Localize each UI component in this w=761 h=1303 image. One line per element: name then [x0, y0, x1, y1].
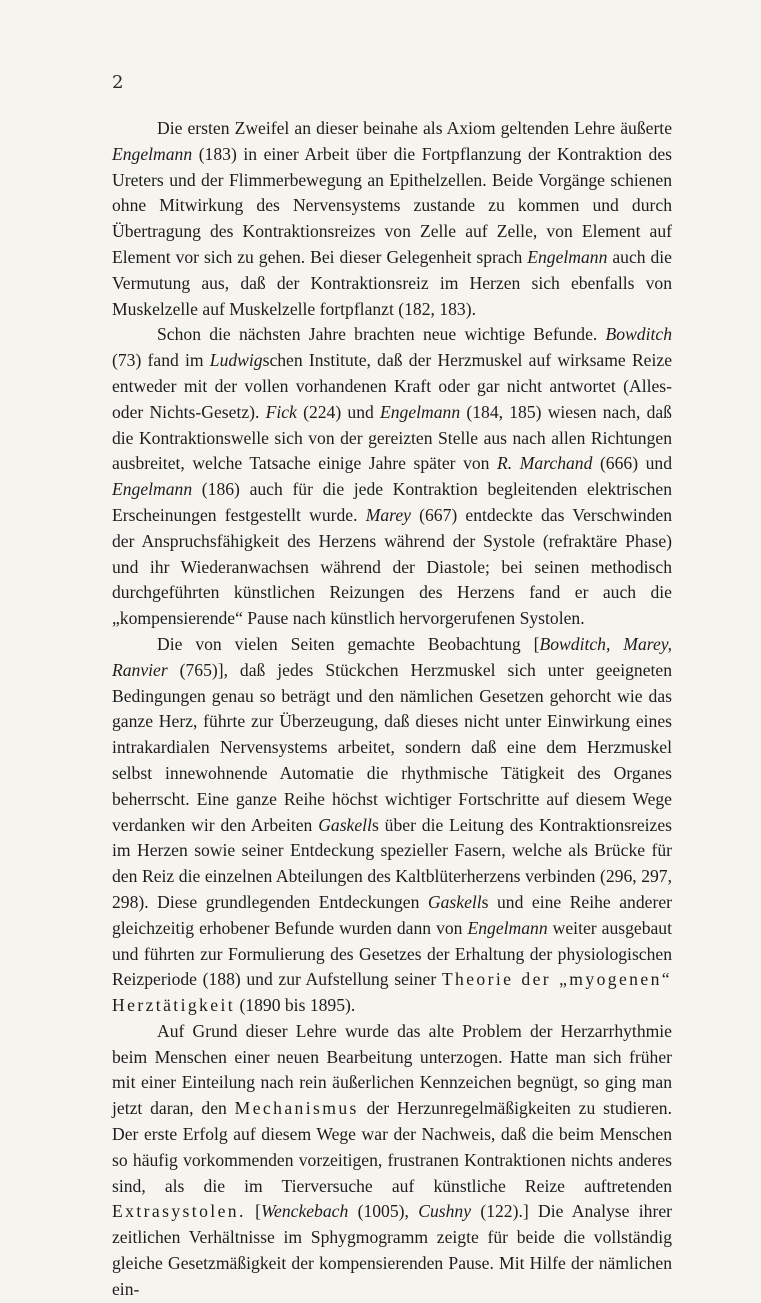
text-run: (184, 185) wiesen nach, daß die Kontraktionswelle sich von der gereizten Stelle aus nach allen Richtungen ausbreitet, welche Tatsache einige Jahre später von [112, 401, 672, 474]
author-name: Bowditch [605, 324, 672, 345]
body-text [112, 116, 672, 1303]
text-run: (183) in einer Arbeit über die Fortpflanzung der Kontraktion des Ureters und der Flimmerbewegung an Epithelzellen. Beide Vorgänge schienen ohne Mitwirkung des Nervensystems zustande zu kommen und durch Übertragung des Kontraktionsreizes von Zelle auf Zelle, von Element auf Element vor sich zu gehen. Bei dieser Gelegenheit sprach [112, 143, 672, 267]
emphasized-text: Theorie der „myogenen“ Herztätigkeit [112, 969, 672, 1016]
text-run: (1890 bis 1895). [235, 995, 356, 1016]
paragraph [112, 116, 672, 322]
author-name: R. Marchand [497, 453, 593, 474]
text-run: [ [245, 1201, 261, 1222]
paragraph [112, 322, 672, 632]
text-run: (73) fand im [112, 350, 210, 371]
text-run: weiter ausgebaut und führten zur Formulierung des Gesetzes der Erhaltung der physiologischen Reizperiode (188) und zur Aufstellung seiner [112, 917, 672, 990]
text-run: der Herzunregelmäßigkeiten zu studieren. Der erste Erfolg auf diesem Wege war der Nachweis, daß die beim Menschen so häufig vorkommenden vorzeitigen, frustranen Kontraktionen nichts anderes sind, als die im Tierversuche auf künstliche Reize auftretenden [112, 1098, 672, 1196]
text-run: (186) auch für die jede Kontraktion begleitenden elektrischen Erscheinungen festgestellt wurde. [112, 479, 672, 525]
author-name: Gaskell [427, 891, 482, 912]
text-run: (122).] Die Analyse ihrer zeitlichen Verhältnisse im Sphygmogramm zeigte für beide die vollständig gleiche Gesetzmäßigkeit der kompensierenden Pause. Mit Hilfe der nämlichen ein- [112, 1201, 672, 1299]
author-name: Bowditch, Marey, Ranvier [112, 633, 672, 680]
author-name: Engelmann [380, 401, 461, 422]
text-run: (1005), [348, 1201, 419, 1222]
text-run: (667) entdeckte das Verschwinden der Anspruchsfähigkeit des Herzens während der Systole (refraktäre Phase) und ihr Wiederanwachsen während der Diastole; bei seinen methodisch durchgeführten künstlichen Reizungen des Herzens fand er auch die „kompensierende“ Pause nach künstlich hervorgerufenen Systolen. [112, 504, 672, 629]
page-number: 2 [112, 72, 124, 93]
text-run: Schon die nächsten Jahre brachten neue wichtige Befunde. [157, 324, 606, 345]
author-name: Engelmann [112, 479, 193, 500]
emphasized-text: Extrasystolen. [112, 1201, 246, 1222]
author-name: Marey [365, 504, 411, 525]
author-name: Engelmann [527, 246, 608, 267]
text-run: (666) und [592, 453, 673, 474]
text-run: Die ersten Zweifel an dieser beinahe als Axiom geltenden Lehre äußerte [157, 118, 672, 138]
paragraph [112, 632, 672, 1019]
author-name: Engelmann [467, 917, 548, 938]
author-name: Engelmann [112, 143, 193, 164]
emphasized-text: Mechanismus [234, 1098, 359, 1119]
author-name: Fick [265, 401, 297, 422]
text-run: (765)], daß jedes Stückchen Herzmuskel sich unter geeigneten Bedingungen genau so beträgt und den nämlichen Gesetzen gehorcht wie das ganze Herz, führte zur Überzeugung, daß dieses nicht unter Einwirkung eines intrakardialen Nervensystems arbeitet, sondern daß eine dem Herzmuskel selbst innewohnende Automatie die rhythmische Tätigkeit des Organes beherrscht. Eine ganze Reihe höchst wichtiger Fortschritte auf diesem Wege verdanken wir den Arbeiten [112, 659, 672, 835]
author-name: Gaskell [318, 814, 372, 835]
text-run: auch die Vermutung aus, daß der Kontraktionsreiz im Herzen sich ebenfalls von Muskelzelle auf Muskelzelle fortpflanzt (182, 183). [112, 246, 672, 319]
text-run: Die von vielen Seiten gemachte Beobachtung [ [157, 633, 540, 654]
text-run: Auf Grund dieser Lehre wurde das alte Problem der Herzarrhythmie beim Menschen einer neuen Bearbeitung unterzogen. Hatte man sich früher mit einer Einteilung nach rein äußerlichen Kennzeichen begnügt, so ging man jetzt daran, den [112, 1020, 672, 1119]
text-run: schen Institute, daß der Herzmuskel auf wirksame Reize entweder mit der vollen vorhandenen Kraft oder gar nicht antwortet (Alles- oder Nichts-Gesetz). [112, 350, 673, 422]
paragraph [112, 1019, 672, 1303]
text-run: s und eine Reihe anderer gleichzeitig erhobener Befunde wurden dann von [112, 891, 672, 938]
text-run: (224) und [296, 401, 381, 422]
text-run: s über die Leitung des Kontraktionsreizes im Herzen sowie seiner Entdeckung spezieller Fasern, welche als Brücke für den Reiz die einzelnen Abteilungen des Kaltblüterherzens verbinden (296, 297, 298). Diese grundlegenden Entdeckungen [112, 814, 672, 912]
author-name: Ludwig [209, 350, 263, 371]
author-name: Wenckebach [260, 1201, 349, 1222]
author-name: Cushny [418, 1201, 472, 1222]
